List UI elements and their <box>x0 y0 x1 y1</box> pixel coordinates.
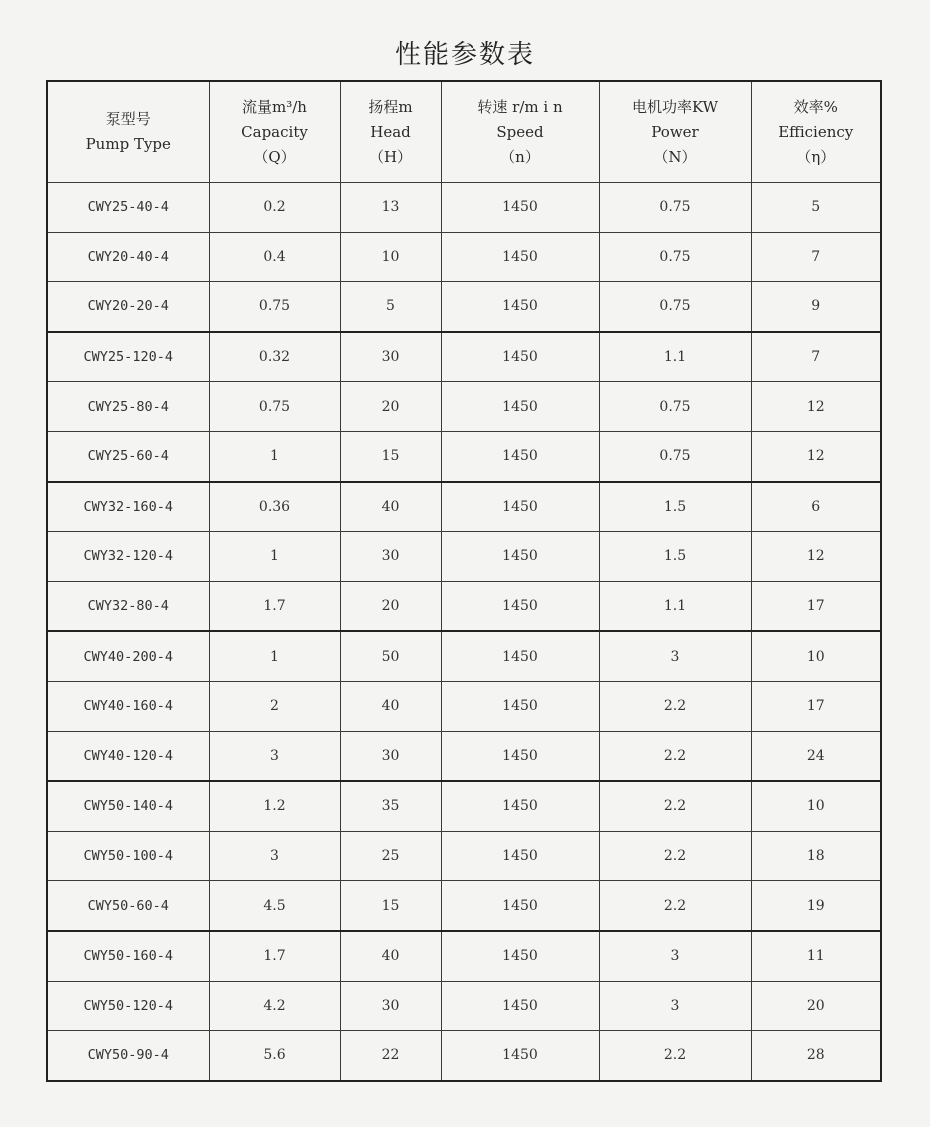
table-row <box>47 1031 881 1081</box>
cell-head: 30 <box>340 332 441 382</box>
cell-power: 2.2 <box>599 781 751 831</box>
cell-speed: 1450 <box>441 282 599 332</box>
cell-model: CWY25-40-4 <box>47 183 209 233</box>
table-row <box>47 931 881 981</box>
table-row <box>47 332 881 382</box>
cell-model: CWY50-160-4 <box>47 931 209 981</box>
cell-speed: 1450 <box>441 581 599 631</box>
cell-speed: 1450 <box>441 781 599 831</box>
cell-model: CWY50-140-4 <box>47 781 209 831</box>
page-title: 性能参数表 <box>394 40 535 70</box>
cell-power: 2.2 <box>599 1031 751 1081</box>
cell-efficiency: 17 <box>751 681 881 731</box>
table-row <box>47 731 881 781</box>
cell-model: CWY20-40-4 <box>47 232 209 282</box>
cell-power: 1.5 <box>599 532 751 582</box>
cell-head: 40 <box>340 482 441 532</box>
cell-model: CWY20-20-4 <box>47 282 209 332</box>
cell-model: CWY50-60-4 <box>47 881 209 931</box>
cell-capacity: 1 <box>209 631 340 681</box>
cell-capacity: 1.7 <box>209 581 340 631</box>
cell-power: 0.75 <box>599 232 751 282</box>
cell-power: 0.75 <box>599 382 751 432</box>
cell-speed: 1450 <box>441 681 599 731</box>
cell-head: 30 <box>340 532 441 582</box>
cell-speed: 1450 <box>441 731 599 781</box>
cell-efficiency: 24 <box>751 731 881 781</box>
header-power: 电机功率KW Power （N） <box>599 81 751 183</box>
cell-head: 20 <box>340 382 441 432</box>
cell-power: 3 <box>599 931 751 981</box>
cell-head: 30 <box>340 731 441 781</box>
cell-power: 1.5 <box>599 482 751 532</box>
cell-capacity: 0.2 <box>209 183 340 233</box>
cell-efficiency: 10 <box>751 781 881 831</box>
cell-head: 22 <box>340 1031 441 1081</box>
cell-speed: 1450 <box>441 431 599 481</box>
cell-speed: 1450 <box>441 332 599 382</box>
cell-capacity: 0.75 <box>209 382 340 432</box>
cell-head: 30 <box>340 981 441 1031</box>
cell-efficiency: 12 <box>751 532 881 582</box>
cell-capacity: 0.4 <box>209 232 340 282</box>
cell-power: 0.75 <box>599 183 751 233</box>
cell-model: CWY40-200-4 <box>47 631 209 681</box>
cell-capacity: 2 <box>209 681 340 731</box>
table-row <box>47 431 881 481</box>
cell-head: 40 <box>340 931 441 981</box>
cell-head: 20 <box>340 581 441 631</box>
cell-model: CWY32-120-4 <box>47 532 209 582</box>
cell-head: 15 <box>340 431 441 481</box>
cell-speed: 1450 <box>441 183 599 233</box>
cell-speed: 1450 <box>441 881 599 931</box>
cell-head: 10 <box>340 232 441 282</box>
cell-power: 2.2 <box>599 731 751 781</box>
cell-efficiency: 12 <box>751 431 881 481</box>
cell-power: 2.2 <box>599 831 751 881</box>
table-row <box>47 981 881 1031</box>
cell-capacity: 0.75 <box>209 282 340 332</box>
cell-head: 40 <box>340 681 441 731</box>
table-row <box>47 282 881 332</box>
cell-capacity: 3 <box>209 731 340 781</box>
cell-efficiency: 9 <box>751 282 881 332</box>
cell-head: 5 <box>340 282 441 332</box>
cell-model: CWY25-60-4 <box>47 431 209 481</box>
cell-model: CWY50-100-4 <box>47 831 209 881</box>
cell-power: 3 <box>599 981 751 1031</box>
cell-power: 0.75 <box>599 282 751 332</box>
cell-head: 35 <box>340 781 441 831</box>
header-efficiency: 效率% Efficiency （η） <box>751 81 881 183</box>
cell-speed: 1450 <box>441 532 599 582</box>
cell-speed: 1450 <box>441 831 599 881</box>
cell-power: 3 <box>599 631 751 681</box>
table-row <box>47 482 881 532</box>
cell-head: 50 <box>340 631 441 681</box>
cell-speed: 1450 <box>441 482 599 532</box>
cell-efficiency: 12 <box>751 382 881 432</box>
cell-capacity: 0.32 <box>209 332 340 382</box>
cell-power: 1.1 <box>599 332 751 382</box>
cell-speed: 1450 <box>441 981 599 1031</box>
cell-capacity: 5.6 <box>209 1031 340 1081</box>
header-head: 扬程m Head （H） <box>340 81 441 183</box>
cell-efficiency: 17 <box>751 581 881 631</box>
cell-power: 2.2 <box>599 681 751 731</box>
cell-capacity: 4.2 <box>209 981 340 1031</box>
cell-efficiency: 11 <box>751 931 881 981</box>
performance-table <box>46 80 882 1082</box>
cell-capacity: 4.5 <box>209 881 340 931</box>
cell-capacity: 1 <box>209 431 340 481</box>
cell-model: CWY40-160-4 <box>47 681 209 731</box>
cell-head: 13 <box>340 183 441 233</box>
table-row <box>47 881 881 931</box>
cell-capacity: 1.7 <box>209 931 340 981</box>
cell-model: CWY40-120-4 <box>47 731 209 781</box>
header-row <box>47 81 881 183</box>
cell-speed: 1450 <box>441 931 599 981</box>
cell-capacity: 1 <box>209 532 340 582</box>
table-row <box>47 183 881 233</box>
cell-efficiency: 10 <box>751 631 881 681</box>
cell-efficiency: 7 <box>751 332 881 382</box>
table-row <box>47 681 881 731</box>
cell-power: 0.75 <box>599 431 751 481</box>
cell-capacity: 0.36 <box>209 482 340 532</box>
cell-model: CWY50-120-4 <box>47 981 209 1031</box>
cell-efficiency: 19 <box>751 881 881 931</box>
table-row <box>47 781 881 831</box>
table-row <box>47 631 881 681</box>
cell-efficiency: 28 <box>751 1031 881 1081</box>
cell-efficiency: 7 <box>751 232 881 282</box>
table-row <box>47 831 881 881</box>
header-speed: 转速 r/m i n Speed （n） <box>441 81 599 183</box>
cell-capacity: 1.2 <box>209 781 340 831</box>
cell-efficiency: 5 <box>751 183 881 233</box>
cell-speed: 1450 <box>441 232 599 282</box>
cell-model: CWY25-120-4 <box>47 332 209 382</box>
table-row <box>47 532 881 582</box>
cell-model: CWY50-90-4 <box>47 1031 209 1081</box>
cell-power: 1.1 <box>599 581 751 631</box>
header-capacity: 流量m³/h Capacity （Q） <box>209 81 340 183</box>
cell-head: 25 <box>340 831 441 881</box>
cell-speed: 1450 <box>441 1031 599 1081</box>
performance-table-container <box>46 80 880 1082</box>
header-pump-type: 泵型号 Pump Type <box>47 81 209 183</box>
cell-head: 15 <box>340 881 441 931</box>
cell-model: CWY25-80-4 <box>47 382 209 432</box>
cell-efficiency: 20 <box>751 981 881 1031</box>
table-row <box>47 581 881 631</box>
cell-speed: 1450 <box>441 631 599 681</box>
cell-speed: 1450 <box>441 382 599 432</box>
cell-efficiency: 18 <box>751 831 881 881</box>
cell-model: CWY32-160-4 <box>47 482 209 532</box>
cell-capacity: 3 <box>209 831 340 881</box>
cell-power: 2.2 <box>599 881 751 931</box>
cell-efficiency: 6 <box>751 482 881 532</box>
table-row <box>47 382 881 432</box>
table-row <box>47 232 881 282</box>
cell-model: CWY32-80-4 <box>47 581 209 631</box>
